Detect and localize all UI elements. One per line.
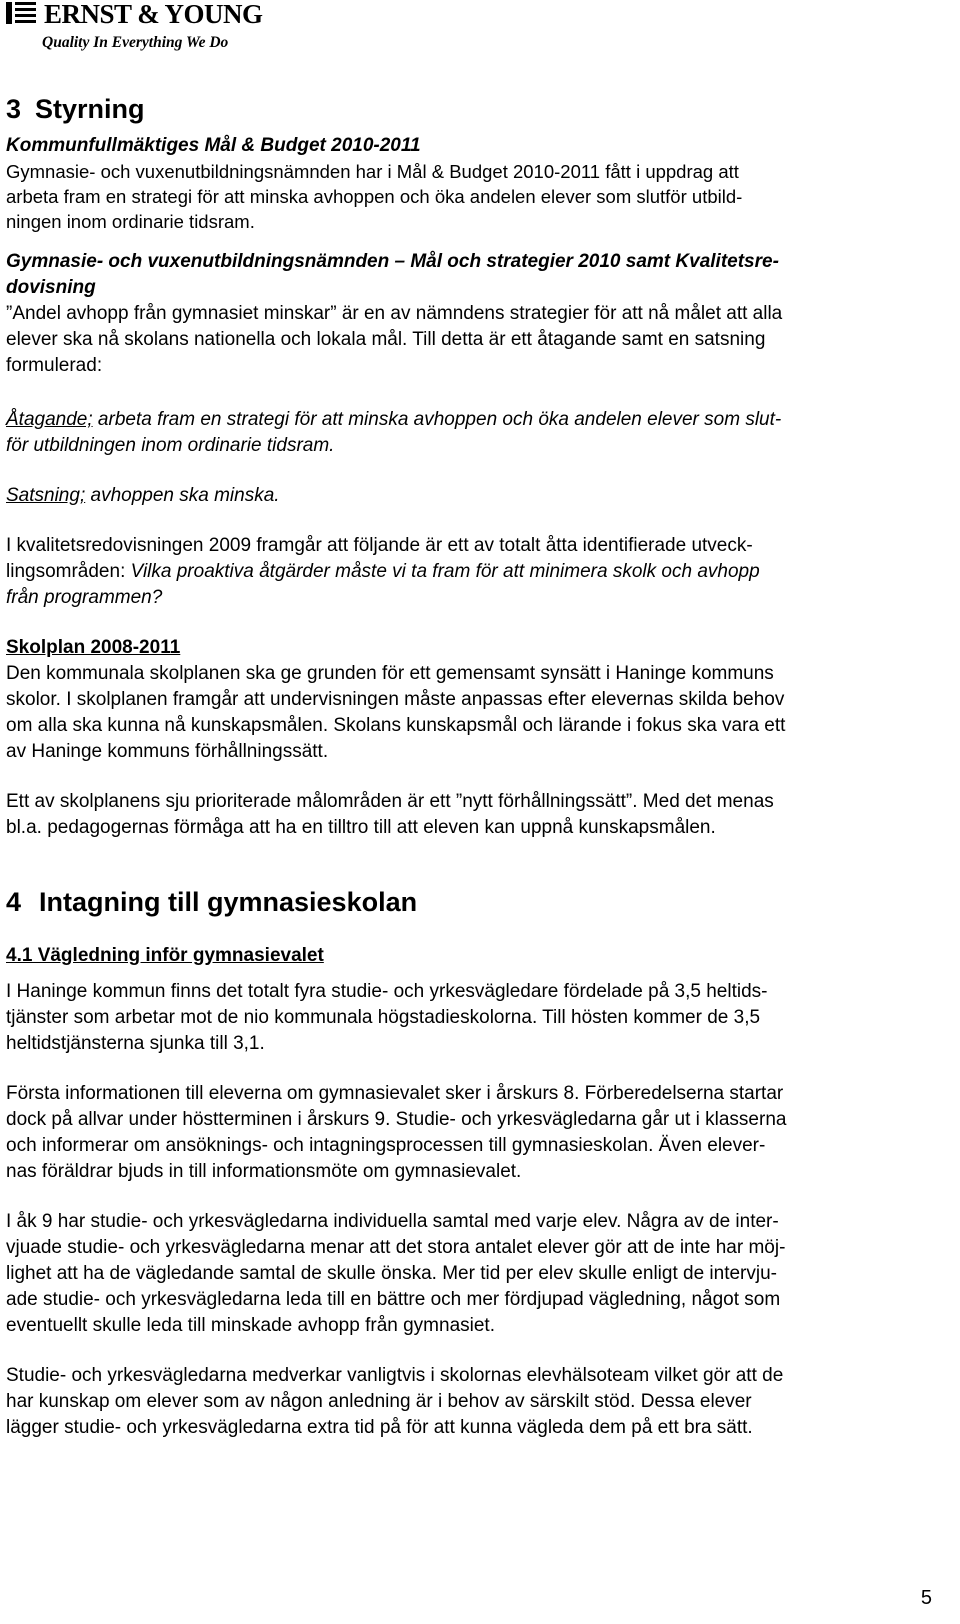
kmb-line: arbeta fram en strategi för att minska avhoppen och öka andelen elever som slutför utbild- (6, 186, 743, 207)
skolplan-line: om alla ska kunna nå kunskapsmålen. Skolans kunskapsmål och lärande i fokus ska vara ett (6, 715, 786, 736)
para-line: I åk 9 har studie- och yrkesvägledarna individuella samtal med varje elev. Några av de inter- (6, 1211, 779, 1232)
para-line: nas föräldrar bjuds in till informationsmöte om gymnasievalet. (6, 1161, 522, 1182)
skolplan-line: av Haninge kommuns förhållningssätt. (6, 741, 329, 762)
section-4-title: Intagning till gymnasieskolan (39, 887, 418, 917)
gvn-line: ”Andel avhopp från gymnasiet minskar” är en av nämndens strategier för att nå målet att alla (6, 303, 783, 324)
gvn-line: formulerad: (6, 355, 103, 376)
kmb-line: Gymnasie- och vuxenutbildningsnämnden har i Mål & Budget 2010-2011 fått i uppdrag att (6, 161, 739, 182)
skolplan-line: skolor. I skolplanen framgår att undervisningen måste anpassas efter elevernas skilda behov (6, 689, 785, 710)
para-line: heltidstjänsterna sjunka till 3,1. (6, 1033, 265, 1054)
para-line: I Haninge kommun finns det totalt fyra studie- och yrkesvägledare fördelade på 3,5 heltids- (6, 981, 768, 1002)
atagande-label: Åtagande; (6, 409, 93, 430)
kvalitet-question: Vilka proaktiva åtgärder måste vi ta fram för att minimera skolk och avhopp (130, 561, 760, 582)
para-line: ade studie- och yrkesvägledarna leda till en bättre och mer fördjupad vägledning, något som (6, 1289, 781, 1310)
atagande-line: för utbildningen inom ordinarie tidsram. (6, 435, 335, 456)
prio-line: Ett av skolplanens sju prioriterade målområden är ett ”nytt förhållningssätt”. Med det menas (6, 791, 774, 812)
skolplan-line: Den kommunala skolplanen ska ge grunden för ett gemensamt synsätt i Haninge kommuns (6, 663, 774, 684)
gvn-line: elever ska nå skolans nationella och lokala mål. Till detta är ett åtagande samt en satsning (6, 329, 766, 350)
section-4-heading (6, 885, 956, 919)
section-3-title: Styrning (35, 94, 145, 124)
kvalitet-question: från programmen? (6, 587, 163, 608)
skolplan-heading: Skolplan 2008-2011 (6, 637, 181, 658)
satsning-line (6, 483, 956, 509)
logo-tagline: Quality In Everything We Do (42, 34, 229, 51)
para-line: tjänster som arbetar mot de nio kommunala högstadieskolorna. Till hösten kommer de 3,5 (6, 1007, 761, 1028)
para-line: Studie- och yrkesvägledarna medverkar vanligtvis i skolornas elevhälsoteam vilket gör att de (6, 1365, 784, 1386)
subsection-4-1-heading: 4.1 Vägledning inför gymnasievalet (6, 945, 324, 966)
para-line: lägger studie- och yrkesvägledarna extra tid på för att kunna vägleda dem på ett bra sätt. (6, 1417, 753, 1438)
para-line: vjuade studie- och yrkesvägledarna menar att det stora antalet elever gör att de inte har möj- (6, 1237, 786, 1258)
section-3-number: 3 (6, 94, 22, 124)
ey-logo-mark-icon (6, 2, 36, 24)
kvalitet-line: I kvalitetsredovisningen 2009 framgår att följande är ett av totalt åtta identifierade utveck- (6, 535, 753, 556)
kmb-line: ningen inom ordinarie tidsram. (6, 211, 255, 232)
kvalitet-text: lingsområden: (6, 561, 131, 582)
para-line: lighet att ha de vägledande samtal de skulle önska. Mer tid per elev skulle enligt de intervju- (6, 1263, 777, 1284)
prio-line: bl.a. pedagogernas förmåga att ha en tilltro till att eleven kan uppnå kunskapsmålen. (6, 817, 716, 838)
document-body (6, 92, 956, 1441)
satsning-label: Satsning; (6, 485, 86, 506)
satsning-text: avhoppen ska minska. (85, 485, 280, 506)
section-3-heading (6, 92, 956, 126)
page-number: 5 (920, 1587, 932, 1609)
para-line: eventuellt skulle leda till minskade avhopp från gymnasiet. (6, 1315, 495, 1336)
para-line: dock på allvar under höstterminen i årskurs 9. Studie- och yrkesvägledarna går ut i klasserna (6, 1109, 787, 1130)
gvn-heading: Gymnasie- och vuxenutbildningsnämnden – Mål och strategier 2010 samt Kvalitetsre- (6, 251, 779, 272)
section-4-number: 4 (6, 887, 22, 917)
atagande-text: arbeta fram en strategi för att minska avhoppen och öka andelen elever som slut- (92, 409, 782, 430)
ernst-young-logo (6, 0, 266, 60)
para-line: har kunskap om elever som av någon anledning är i behov av särskilt stöd. Dessa elever (6, 1391, 752, 1412)
atagande-line (6, 407, 956, 433)
kvalitet-line (6, 559, 956, 585)
para-line: Första informationen till eleverna om gymnasievalet sker i årskurs 8. Förberedelserna startar (6, 1083, 784, 1104)
gvn-heading: dovisning (6, 277, 96, 298)
logo-name: ERNST & YOUNG (44, 0, 263, 29)
para-line: och informerar om ansöknings- och intagningsprocessen till gymnasieskolan. Även elever- (6, 1135, 766, 1156)
kmb-heading: Kommunfullmäktiges Mål & Budget 2010-2011 (6, 135, 421, 156)
